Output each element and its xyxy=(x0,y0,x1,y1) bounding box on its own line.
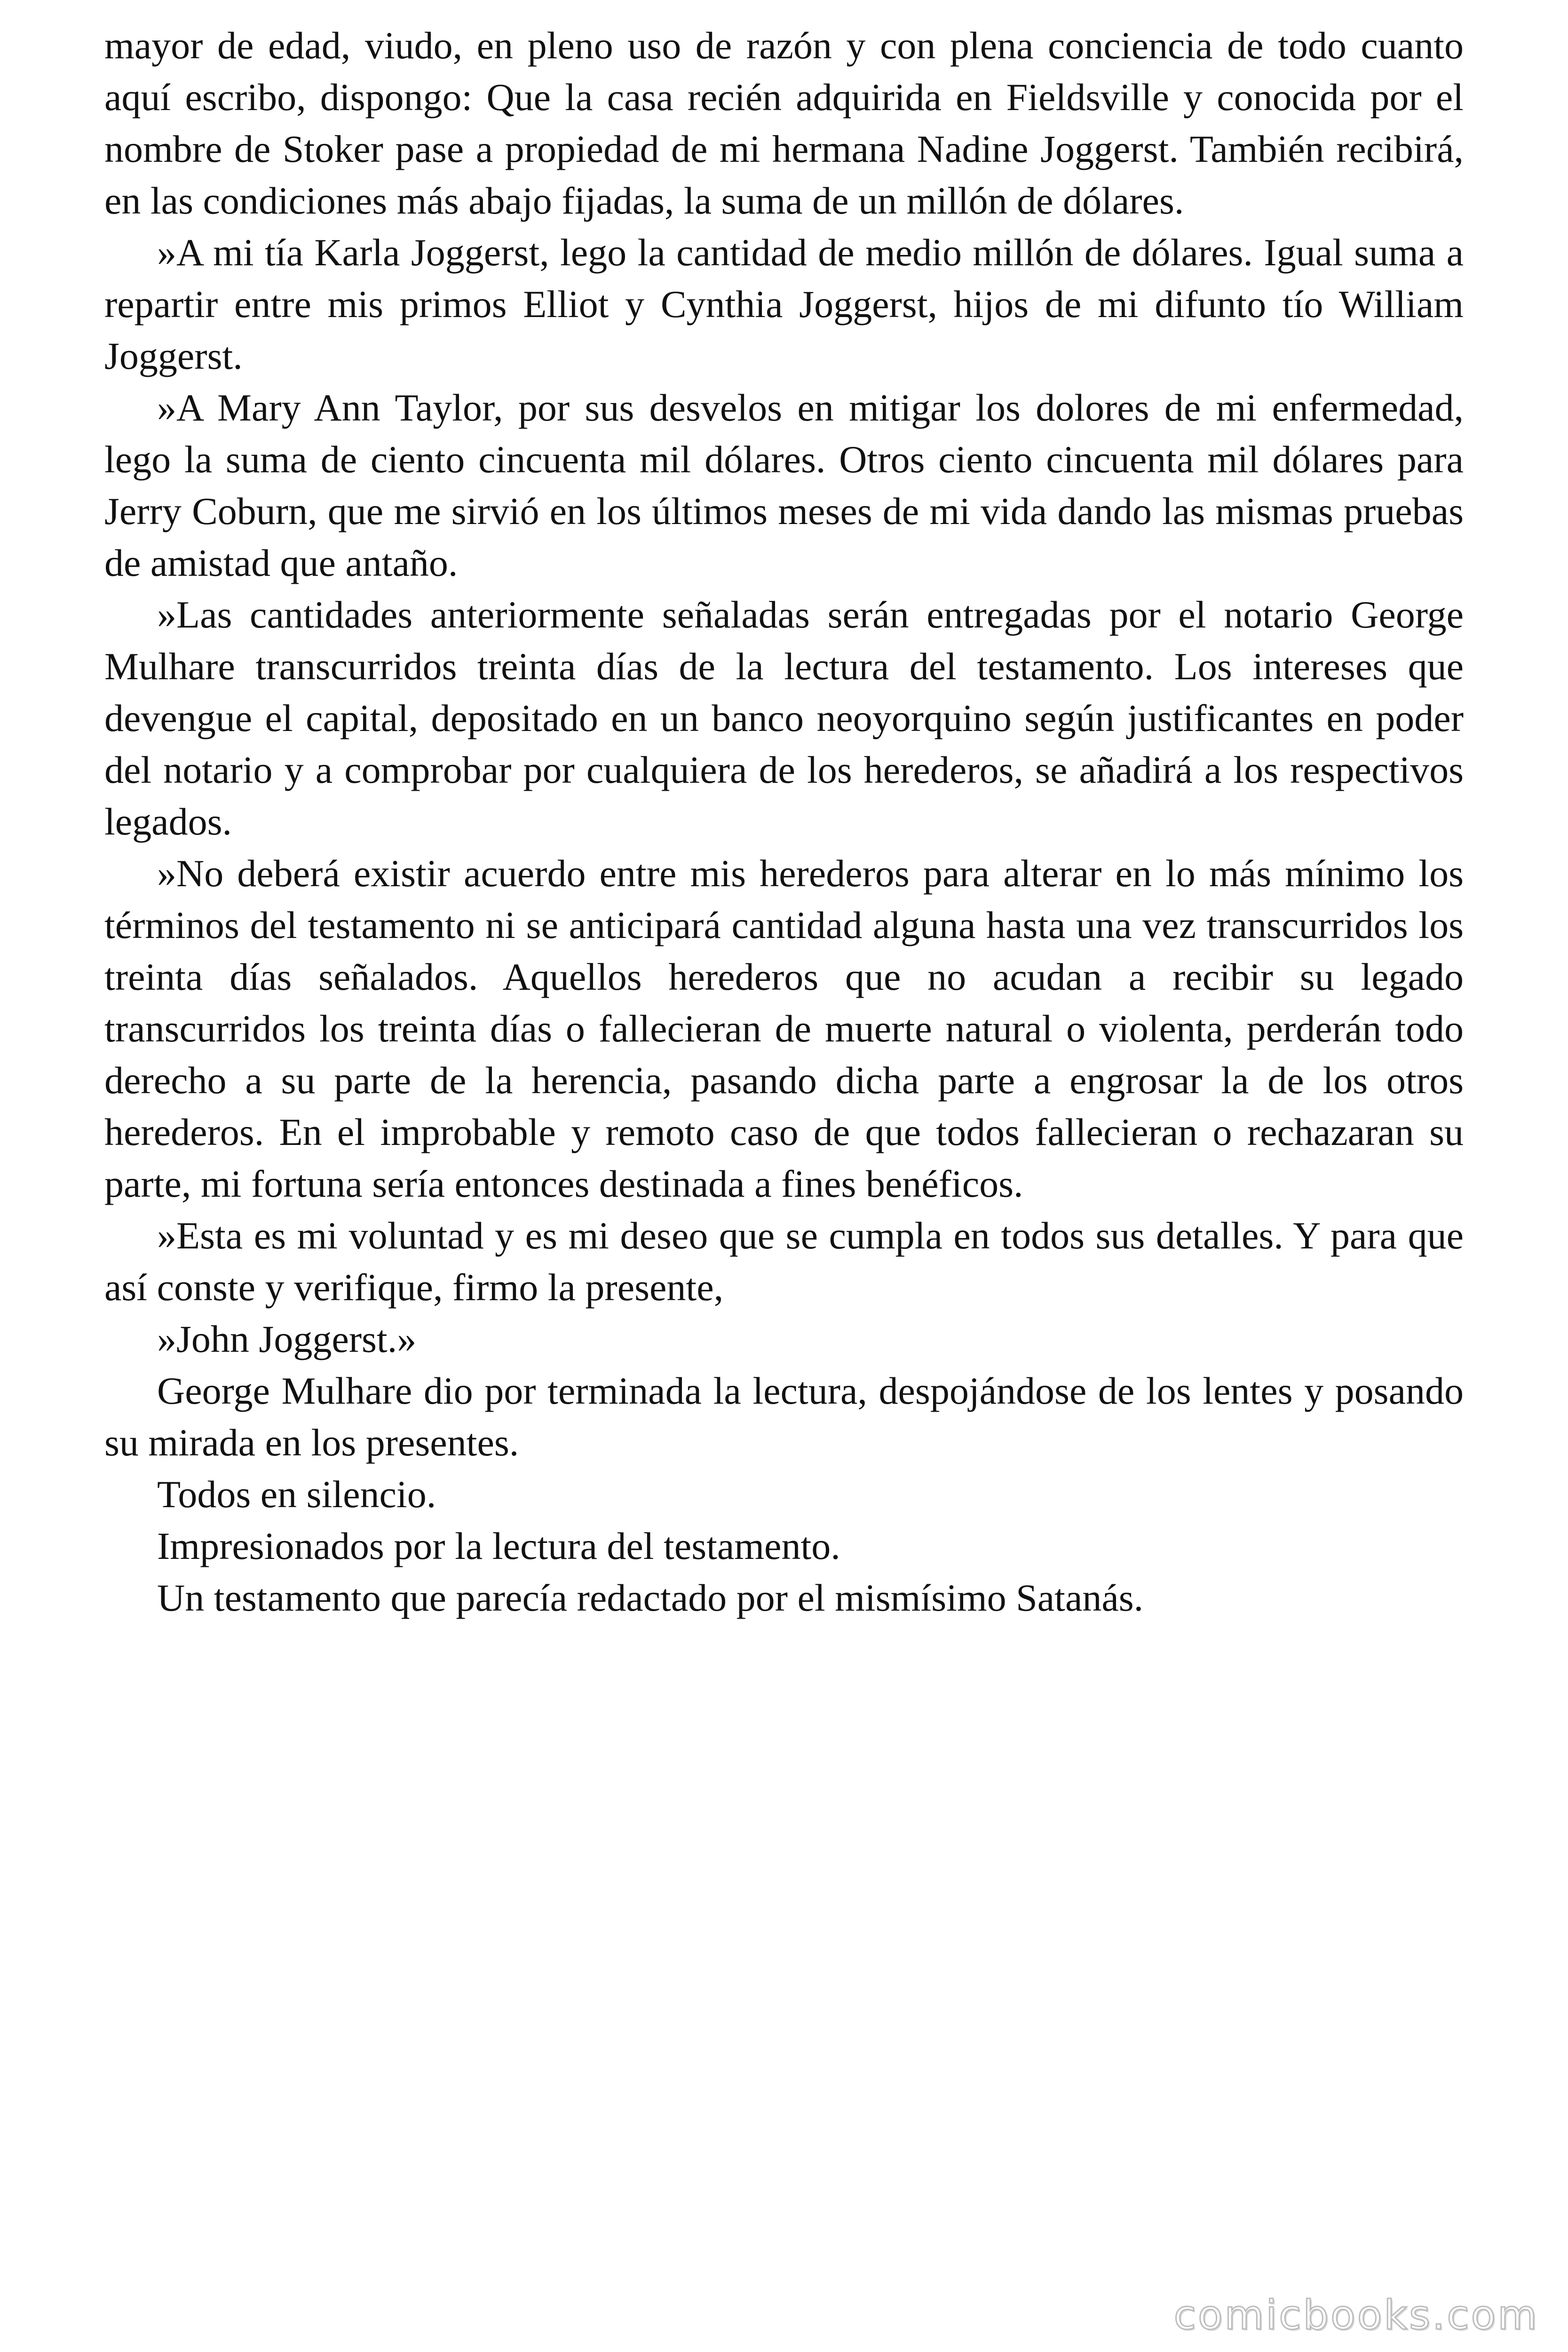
paragraph-final-will: »Esta es mi voluntad y es mi deseo que se cumpla en todos sus detalles. Y para que así conste y verifique, firmo la presente, xyxy=(104,1214,1464,1309)
paragraph-satanic-testament: Un testamento que parecía redactado por el mismísimo Satanás. xyxy=(157,1576,1144,1619)
page-text xyxy=(104,20,1464,1624)
paragraph-payment-terms: »Las cantidades anteriormente señaladas serán entregadas por el notario George Mulhare transcurridos treinta días de la lectura del testamento. Los intereses que devengue el capital, depositado en un banco neoyorquino según justificantes en poder del notario y a comprobar por cualquiera de los herederos, se añadirá a los respectivos legados. xyxy=(104,593,1464,843)
paragraph-testament-opening: mayor de edad, viudo, en pleno uso de razón y con plena conciencia de todo cuanto aquí escribo, dispongo: Que la casa recién adquirida en Fieldsville y conocida por el nombre de Stoker pase a propiedad de mi hermana Nadine Joggerst. También recibirá, en las condiciones más abajo fijadas, la suma de un millón de dólares. xyxy=(104,24,1464,222)
paragraph-bequest-helpers: »A Mary Ann Taylor, por sus desvelos en mitigar los dolores de mi enfermedad, lego la suma de ciento cincuenta mil dólares. Otros ciento cincuenta mil dólares para Jerry Coburn, que me sirvió en los últimos meses de mi vida dando las mismas pruebas de amistad que antaño. xyxy=(104,386,1464,584)
paragraph-silence: Todos en silencio. xyxy=(157,1473,436,1516)
paragraph-bequest-family: »A mi tía Karla Joggerst, lego la cantidad de medio millón de dólares. Igual suma a repartir entre mis primos Elliot y Cynthia Joggerst, hijos de mi difunto tío William Joggerst. xyxy=(104,231,1464,377)
watermark-logo: comicbooks.com xyxy=(1173,2292,1539,2339)
paragraph-signature-line: »John Joggerst.» xyxy=(157,1318,417,1360)
paragraph-impressed: Impresionados por la lectura del testamento. xyxy=(157,1525,840,1567)
paragraph-reading-ended: George Mulhare dio por terminada la lectura, despojándose de los lentes y posando su mirada en los presentes. xyxy=(104,1369,1464,1464)
paragraph-inheritance-conditions: »No deberá existir acuerdo entre mis herederos para alterar en lo más mínimo los términos del testamento ni se anticipará cantidad alguna hasta una vez transcurridos los treinta días señalados. Aquellos herederos que no acudan a recibir su legado transcurridos los treinta días o fallecieran de muerte natural o violenta, perderán todo derecho a su parte de la herencia, pasando dicha parte a engrosar la de los otros herederos. En el improbable y remoto caso de que todos fallecieran o rechazaran su parte, mi fortuna sería entonces destinada a fines benéficos. xyxy=(104,852,1464,1205)
